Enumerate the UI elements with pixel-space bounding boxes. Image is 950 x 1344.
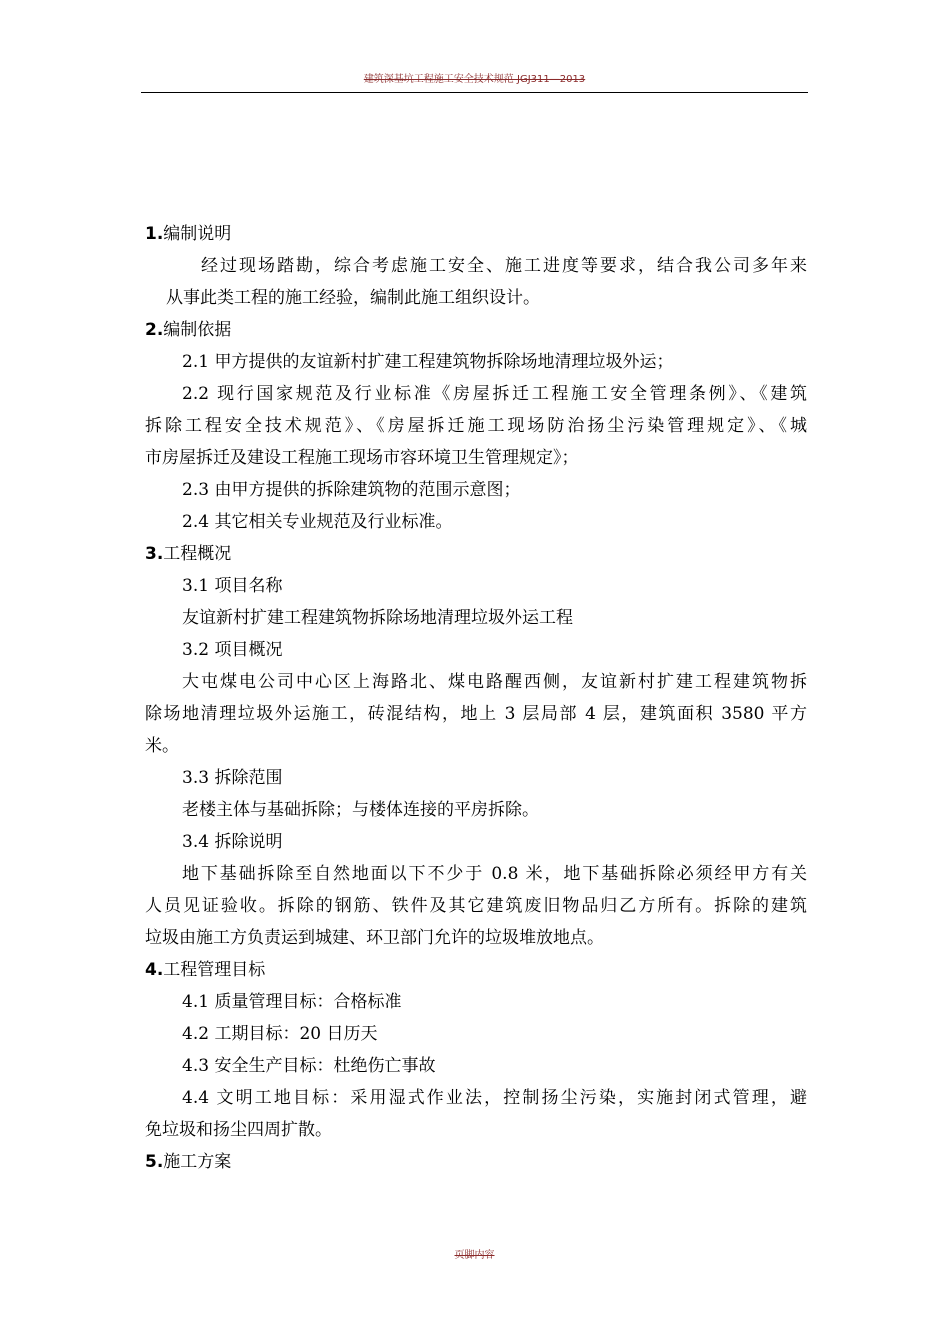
paragraph: 市房屋拆迁及建设工程施工现场市容环境卫生管理规定》； bbox=[145, 448, 579, 468]
header-rule bbox=[141, 92, 808, 93]
list-item: 2.2 现行国家规范及行业标准《房屋拆迁工程施工安全管理条例》、《建筑 bbox=[182, 384, 807, 404]
section-title: 工程管理目标 bbox=[163, 960, 266, 980]
paragraph: 地下基础拆除至自然地面以下不少于 0.8 米，地下基础拆除必须经甲方有关 bbox=[182, 864, 807, 884]
paragraph: 免垃圾和扬尘四周扩散。 bbox=[145, 1120, 332, 1140]
paragraph: 从事此类工程的施工经验，编制此施工组织设计。 bbox=[166, 288, 540, 308]
page-header: 建筑深基坑工程施工安全技术规范 JGJ311—2013 bbox=[363, 74, 586, 85]
list-item: 2.4 其它相关专业规范及行业标准。 bbox=[182, 512, 453, 532]
section-heading-4 bbox=[145, 954, 807, 986]
section-title: 工程概况 bbox=[163, 544, 232, 564]
subsection-title: 3.4 拆除说明 bbox=[182, 832, 283, 852]
paragraph: 拆除工程安全技术规范》、《房屋拆迁施工现场防治扬尘污染管理规定》、《城 bbox=[145, 416, 807, 436]
list-item: 4.4 文明工地目标：采用湿式作业法，控制扬尘污染，实施封闭式管理，避 bbox=[182, 1088, 807, 1108]
paragraph: 人员见证验收。拆除的钢筋、铁件及其它建筑废旧物品归乙方所有。拆除的建筑 bbox=[145, 896, 807, 916]
paragraph: 垃圾由施工方负责运到城建、环卫部门允许的垃圾堆放地点。 bbox=[145, 928, 604, 948]
document-body bbox=[145, 218, 807, 1178]
page-footer: 页脚内容 bbox=[454, 1250, 495, 1261]
list-item: 4.1 质量管理目标：合格标准 bbox=[182, 992, 402, 1012]
section-number: 3. bbox=[145, 544, 164, 564]
paragraph: 友谊新村扩建工程建筑物拆除场地清理垃圾外运工程 bbox=[182, 608, 573, 628]
paragraph: 米。 bbox=[145, 736, 179, 756]
list-item: 2.1 甲方提供的友谊新村扩建工程建筑物拆除场地清理垃圾外运； bbox=[182, 352, 674, 372]
section-heading-3 bbox=[145, 538, 807, 570]
section-heading-2 bbox=[145, 314, 807, 346]
section-title: 施工方案 bbox=[163, 1152, 232, 1172]
list-item: 4.3 安全生产目标：杜绝伤亡事故 bbox=[182, 1056, 436, 1076]
subsection-title: 3.1 项目名称 bbox=[182, 576, 283, 596]
list-item: 4.2 工期目标：20 日历天 bbox=[182, 1024, 378, 1044]
list-item: 2.3 由甲方提供的拆除建筑物的范围示意图； bbox=[182, 480, 521, 500]
subsection-title: 3.2 项目概况 bbox=[182, 640, 283, 660]
paragraph: 大屯煤电公司中心区上海路北、煤电路醒西侧，友谊新村扩建工程建筑物拆 bbox=[182, 672, 807, 692]
section-number: 2. bbox=[145, 320, 164, 340]
subsection-title: 3.3 拆除范围 bbox=[182, 768, 283, 788]
section-number: 5. bbox=[145, 1152, 164, 1172]
paragraph: 除场地清理垃圾外运施工，砖混结构，地上 3 层局部 4 层，建筑面积 3580 平方 bbox=[145, 704, 807, 724]
paragraph: 老楼主体与基础拆除；与楼体连接的平房拆除。 bbox=[182, 800, 539, 820]
section-heading-5 bbox=[145, 1146, 807, 1178]
section-title: 编制依据 bbox=[163, 320, 232, 340]
section-heading-1 bbox=[145, 218, 807, 250]
section-number: 1. bbox=[145, 224, 164, 244]
section-title: 编制说明 bbox=[163, 224, 232, 244]
paragraph: 经过现场踏勘，综合考虑施工安全、施工进度等要求，结合我公司多年来 bbox=[201, 256, 807, 276]
section-number: 4. bbox=[145, 960, 164, 980]
